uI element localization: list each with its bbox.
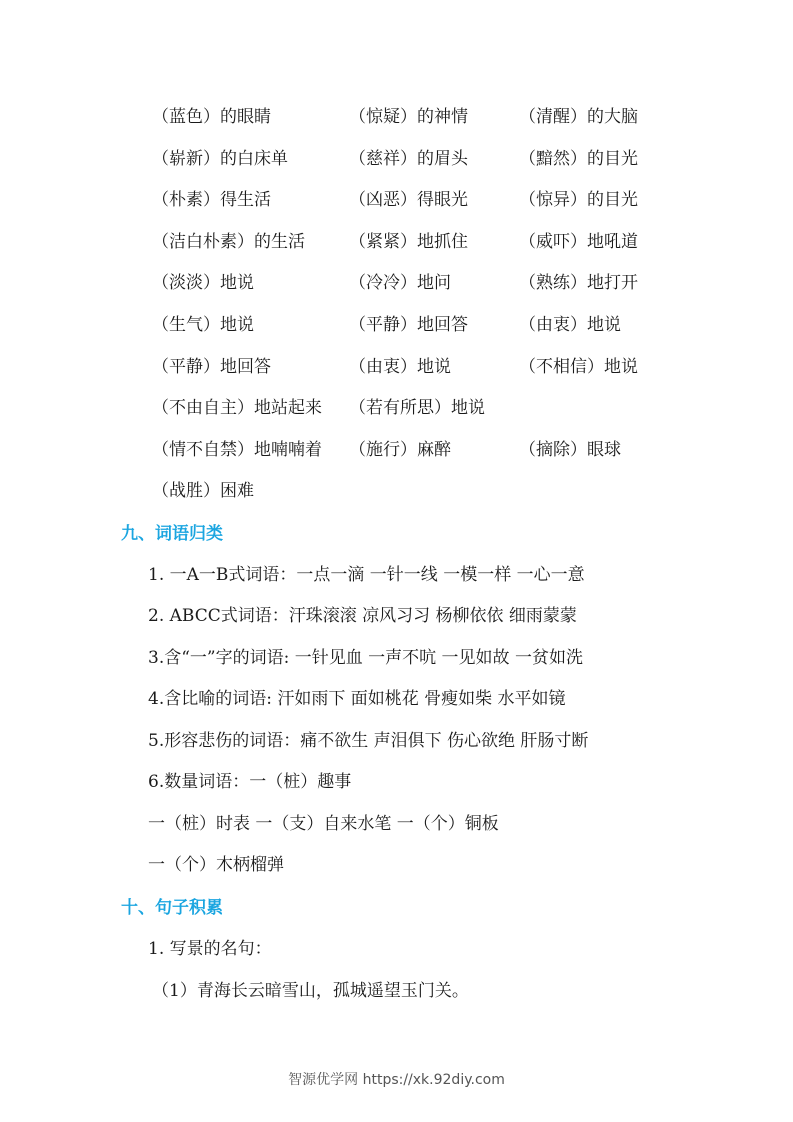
classification-item: 6.数量词语：一（桩）趣事 (148, 772, 352, 792)
word-pair: （清醒）的大脑 (519, 107, 638, 127)
word-pair-row (152, 353, 712, 395)
word-pair-row (152, 269, 712, 311)
word-pair: （不相信）地说 (519, 356, 638, 377)
word-pair: （情不自禁）地喃喃着 (152, 439, 322, 460)
classification-item: 5.形容悲伤的词语：痛不欲生 声泪俱下 伤心欲绝 肝肠寸断 (148, 731, 589, 751)
word-pair: （惊异）的目光 (519, 190, 638, 211)
classification-item: 1. 一A一B式词语：一点一滴 一针一线 一模一样 一心一意 (148, 565, 585, 585)
word-pair: （冷冷）地问 (349, 273, 451, 294)
section-heading-sentences: 十、句子积累 (121, 898, 223, 918)
word-pair-row (152, 145, 712, 187)
word-pair-grid (152, 103, 712, 519)
word-pair: （施行）麻醉 (349, 439, 451, 460)
word-pair: （生气）地说 (152, 314, 254, 335)
word-pair: （若有所思）地说 (349, 398, 485, 419)
word-pair: （惊疑）的神情 (349, 107, 468, 127)
word-pair: （平静）地回答 (152, 356, 271, 377)
sentence-item: 1. 写景的名句： (148, 939, 272, 959)
word-pair: （朴素）得生活 (152, 190, 271, 211)
classification-item: 4.含比喻的词语: 汗如雨下 面如桃花 骨瘦如柴 水平如镜 (148, 689, 566, 709)
word-pair-row (152, 477, 712, 519)
classification-item: 一（桩）时表 一（支）自来水笔 一（个）铜板 (148, 814, 499, 834)
classification-item: 3.含“一”字的词语: 一针见血 一声不吭 一见如故 一贫如洗 (148, 648, 583, 668)
sentence-item: （1）青海长云暗雪山，孤城遥望玉门关。 (152, 981, 469, 1001)
word-pair: （熟练）地打开 (519, 273, 638, 294)
word-pair-row (152, 103, 712, 145)
word-pair: （凶恶）得眼光 (349, 190, 468, 211)
word-pair: （摘除）眼球 (519, 439, 621, 460)
word-pair: （淡淡）地说 (152, 273, 254, 294)
word-pair: （黯然）的目光 (519, 148, 638, 169)
classification-item: 2. ABCC式词语：汗珠滚滚 凉风习习 杨柳依依 细雨蒙蒙 (148, 606, 577, 626)
word-pair: （由衷）地说 (349, 356, 451, 377)
word-pair-row (152, 394, 712, 436)
word-pair: （平静）地回答 (349, 314, 468, 335)
word-pair: （紧紧）地抓住 (349, 231, 468, 252)
word-pair-row (152, 311, 712, 353)
word-pair: （崭新）的白床单 (152, 148, 288, 169)
word-pair: （洁白朴素）的生活 (152, 231, 305, 252)
word-pair: （威吓）地吼道 (519, 231, 638, 252)
word-pair: （蓝色）的眼睛 (152, 107, 271, 127)
word-pair: （不由自主）地站起来 (152, 398, 322, 419)
word-pair-row (152, 436, 712, 478)
footer-watermark: 智源优学网 https://xk.92diy.com (288, 1072, 505, 1088)
section-heading-word-classification: 九、词语归类 (121, 524, 223, 544)
word-pair: （战胜）困难 (152, 481, 254, 502)
word-pair: （慈祥）的眉头 (349, 148, 468, 169)
word-pair: （由衷）地说 (519, 314, 621, 335)
classification-item: 一（个）木柄榴弹 (148, 855, 284, 875)
word-pair-row (152, 228, 712, 270)
word-pair-row (152, 186, 712, 228)
